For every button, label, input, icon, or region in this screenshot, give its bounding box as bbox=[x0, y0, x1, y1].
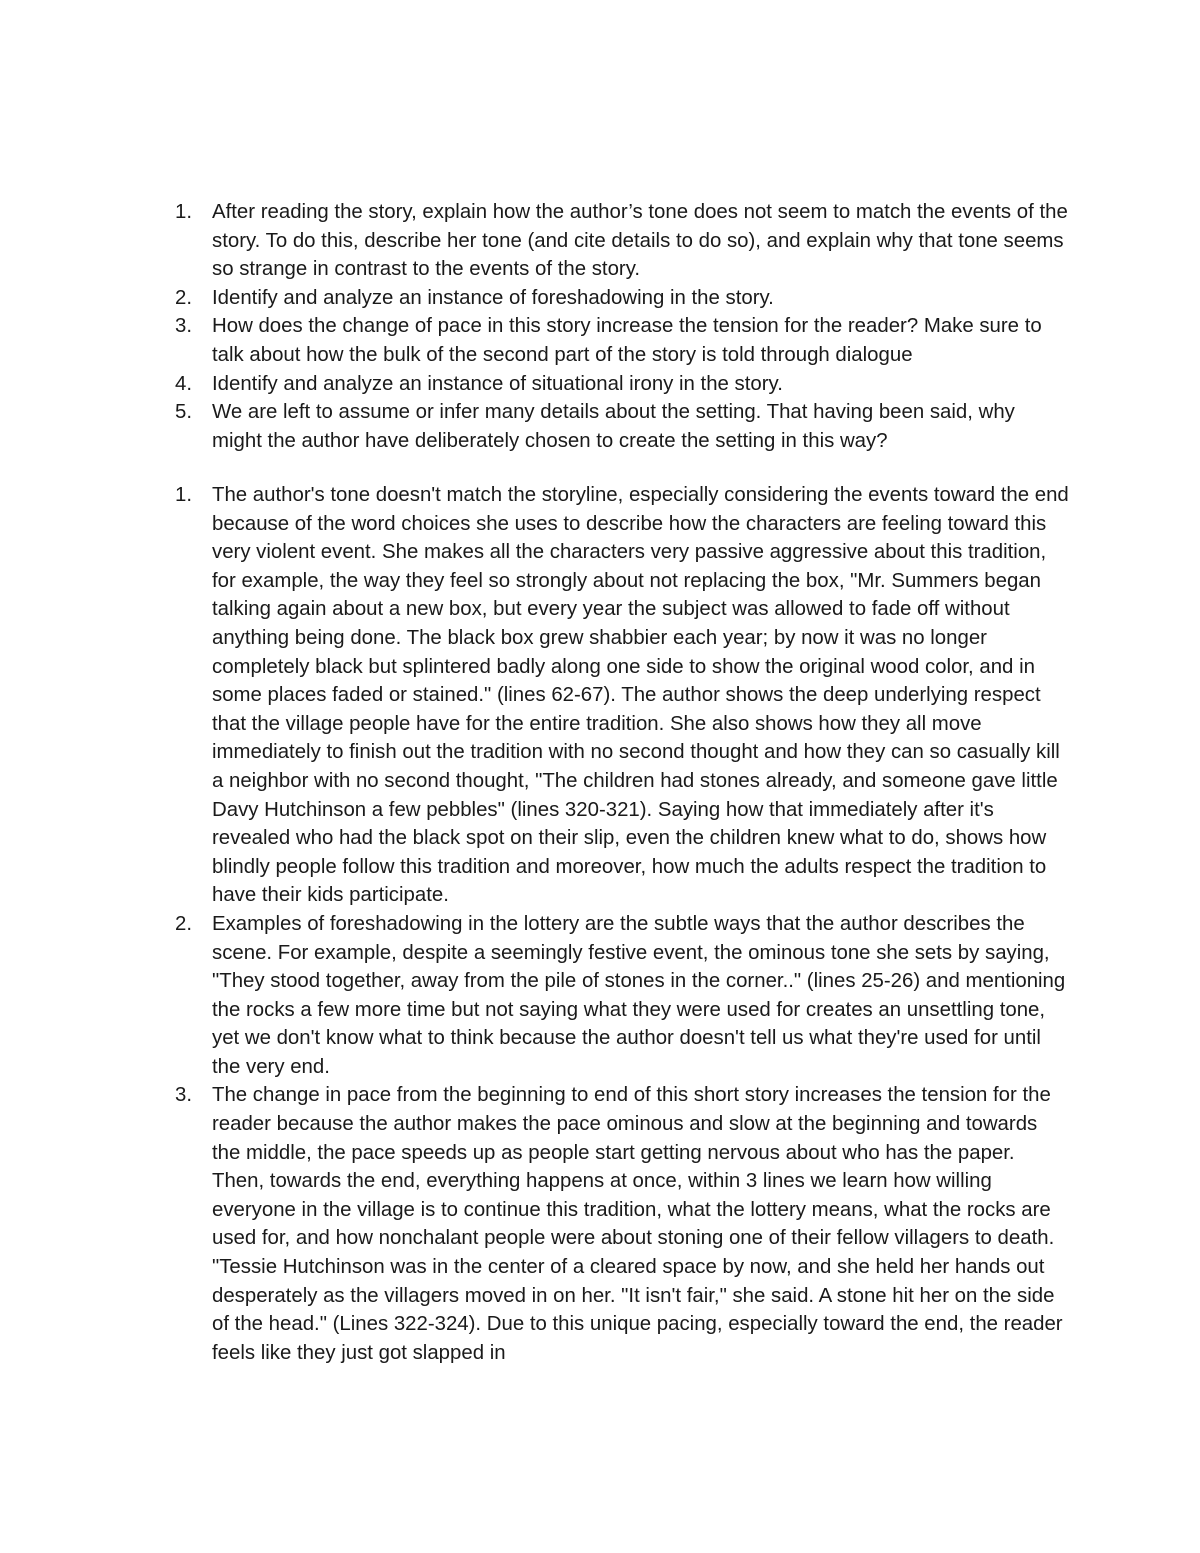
question-item bbox=[150, 312, 1070, 369]
answer-text: The author's tone doesn't match the storyline, especially considering the events toward the end because of the word choices she uses to describe how the characters are feeling toward this very violent event. She makes all the characters very passive aggressive about this tradition, for example, the way they feel so strongly about not replacing the box, "Mr. Summers began talking again about a new box, but every year the subject was allowed to fade off without anything being done. The black box grew shabbier each year; by now it was no longer completely black but splintered badly along one side to show the original wood color, and in some places faded or stained." (lines 62-67). The author shows the deep underlying respect that the village people have for the entire tradition. She also shows how they all move immediately to finish out the tradition with no second thought and how they can so casually kill a neighbor with no second thought, "The children had stones already, and someone gave little Davy Hutchinson a few pebbles" (lines 320-321). Saying how that immediately after it's revealed who had the black spot on their slip, even the children knew what to do, shows how blindly people follow this tradition and moreover, how much the adults respect the tradition to have their kids participate. bbox=[212, 484, 1069, 907]
question-item bbox=[150, 370, 1070, 399]
question-text: We are left to assume or infer many details about the setting. That having been said, why might the author have deliberately chosen to create the setting in this way? bbox=[212, 401, 1015, 452]
list-number: 1. bbox=[175, 201, 193, 223]
list-number: 1. bbox=[175, 484, 193, 506]
question-list bbox=[150, 198, 1070, 455]
list-number: 3. bbox=[175, 1084, 193, 1107]
answer-text: The change in pace from the beginning to end of this short story increases the tension for the reader because the author makes the pace ominous and slow at the beginning and towards the middle, the pace speeds up as people start getting nervous about who has the paper. Then, towards the end, everything happens at once, within 3 lines we learn how willing everyone in the village is to continue this tradition, what the lottery means, what the rocks are used for, and how nonchalant people were about stoning one of their fellow villagers to death. "Tessie Hutchinson was in the center of a cleared space by now, and she held her hands out desperately as the villagers moved in on her. "It isn't fair," she said. A stone hit her on the side of the head." (Lines 322-324). Due to this unique pacing, especially toward the end, the reader feels like they just got slapped in bbox=[212, 1084, 1063, 1364]
answer-text: Examples of foreshadowing in the lottery are the subtle ways that the author describes the scene. For example, despite a seemingly festive event, the ominous tone she sets by saying, "They stood together, away from the pile of stones in the corner.." (lines 25-26) and mentioning the rocks a few more time but not saying what they were used for creates an unsettling tone, yet we don't know what to think because the author doesn't tell us what they're used for until the very end. bbox=[212, 912, 1066, 1078]
question-text: Identify and analyze an instance of foreshadowing in the story. bbox=[212, 286, 774, 309]
answer-item bbox=[150, 1081, 1070, 1367]
list-number: 2. bbox=[175, 286, 193, 309]
list-number: 3. bbox=[175, 315, 193, 338]
question-item bbox=[150, 398, 1070, 455]
list-number: 5. bbox=[175, 401, 193, 424]
answer-item bbox=[150, 910, 1070, 1082]
question-item bbox=[150, 198, 1070, 284]
question-text: Identify and analyze an instance of situational irony in the story. bbox=[212, 372, 783, 395]
question-text: After reading the story, explain how the author’s tone does not seem to match the events of the story. To do this, describe her tone (and cite details to do so), and explain why that tone seems so strange in contrast to the events of the story. bbox=[212, 201, 1068, 281]
question-item bbox=[150, 284, 1070, 313]
answer-item bbox=[150, 481, 1070, 910]
list-number: 2. bbox=[175, 912, 193, 935]
question-text: How does the change of pace in this story increase the tension for the reader? Make sure to talk about how the bulk of the second part of the story is told through dialogue bbox=[212, 315, 1042, 366]
list-number: 4. bbox=[175, 372, 193, 395]
answer-list bbox=[150, 481, 1070, 1367]
